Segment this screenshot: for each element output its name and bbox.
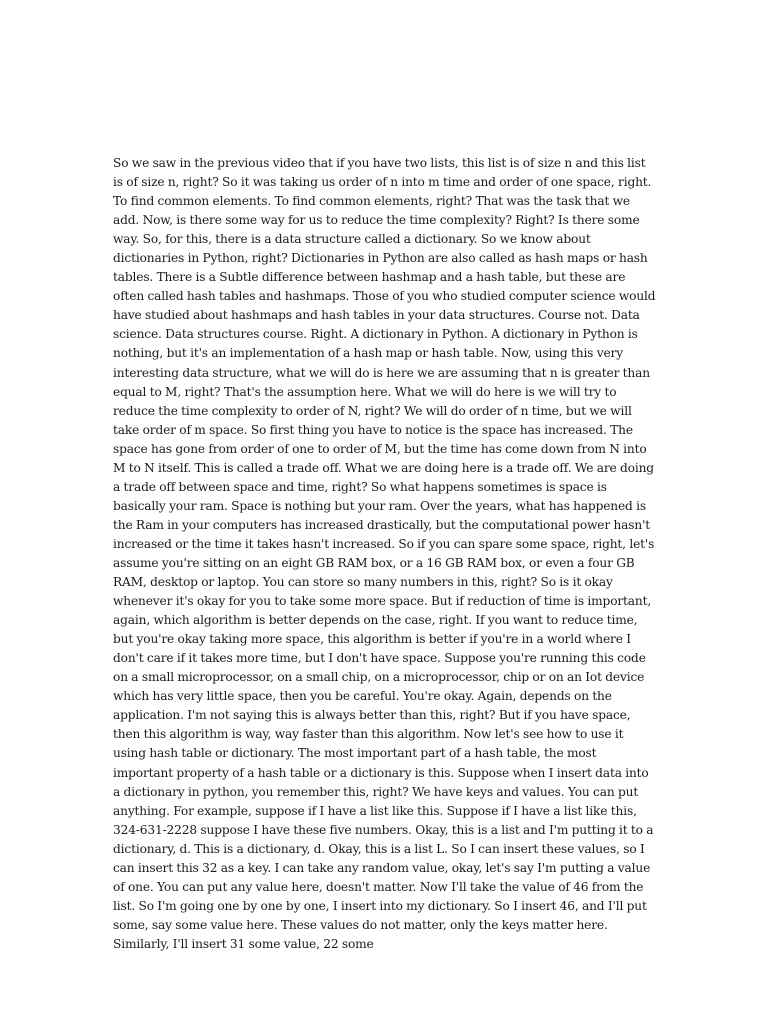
transcript-paragraph: So we saw in the previous video that if you have two lists, this list is of size n and this list is of size n, right? So it was taking us order of n into m time and order of one space, right. To find common elements. To find common elements, right? That was the task that we add. Now, is there some way for us to reduce the time complexity? Right? Is there some way. So, for this, there is a data structure called a dictionary. So we know about dictionaries in Python, right? Dictionaries in Python are also called as hash maps or hash tables. There is a Subtle difference between hashmap and a hash table, but these are often called hash tables and hashmaps. Those of you who studied computer science would have studied about hashmaps and hash tables in your data structures. Course not. Data science. Data structures course. Right. A dictionary in Python. A dictionary in Python is nothing, but it's an implementation of a hash map or hash table. Now, using this very interesting data structure, what we will do is here we are assuming that n is greater than equal to M, right? That's the assumption here. What we will do here is we will try to reduce the time complexity to order of N, right? We will do order of n time, but we will take order of m space. So first thing you have to notice is the space has increased. The space has gone from order of one to order of M, but the time has come down from N into M to N itself. This is called a trade off. What we are doing here is a trade off. We are doing a trade off between space and time, right? So what happens sometimes is space is basically your ram. Space is nothing but your ram. Over the years, what has happened is the Ram in your computers has increased drastically, but the computational power hasn't increased or the time it takes hasn't increased. So if you can spare some space, right, let's assume you're sitting on an eight GB RAM box, or a 16 GB RAM box, or even a four GB RAM, desktop or laptop. You can store so many numbers in this, right? So is it okay whenever it's okay for you to take some more space. But if reduction of time is important, again, which algorithm is better depends on the case, right. If you want to reduce time, but you're okay taking more space, this algorithm is better if you're in a world where I don't care if it takes more time, but I don't have space. Suppose you're running this code on a small microprocessor, on a small chip, on a microprocessor, chip or on an Iot device which has very little space, then you be careful. You're okay. Again, depends on the application. I'm not saying this is always better than this, right? But if you have space, then this algorithm is way, way faster than this algorithm. Now let's see how to use it using hash table or dictionary. The most important part of a hash table, the most important property of a hash table or a dictionary is this. Suppose when I insert data into a dictionary in python, you remember this, right? We have keys and values. You can put anything. For example, suppose if I have a list like this. Suppose if I have a list like this, 324-631-2228 suppose I have these five numbers. Okay, this is a list and I'm putting it to a dictionary, d. This is a dictionary, d. Okay, this is a list L. So I can insert these values, so I can insert this 32 as a key. I can take any random value, okay, let's say I'm putting a value of one. You can put any value here, doesn't matter. Now I'll take the value of 46 from the list. So I'm going one by one by one, I insert into my dictionary. So I insert 46, and I'll put some, say some value here. These values do not matter, only the keys matter here. Similarly, I'll insert 31 some value, 22 some xyxy=(113,156,656,951)
